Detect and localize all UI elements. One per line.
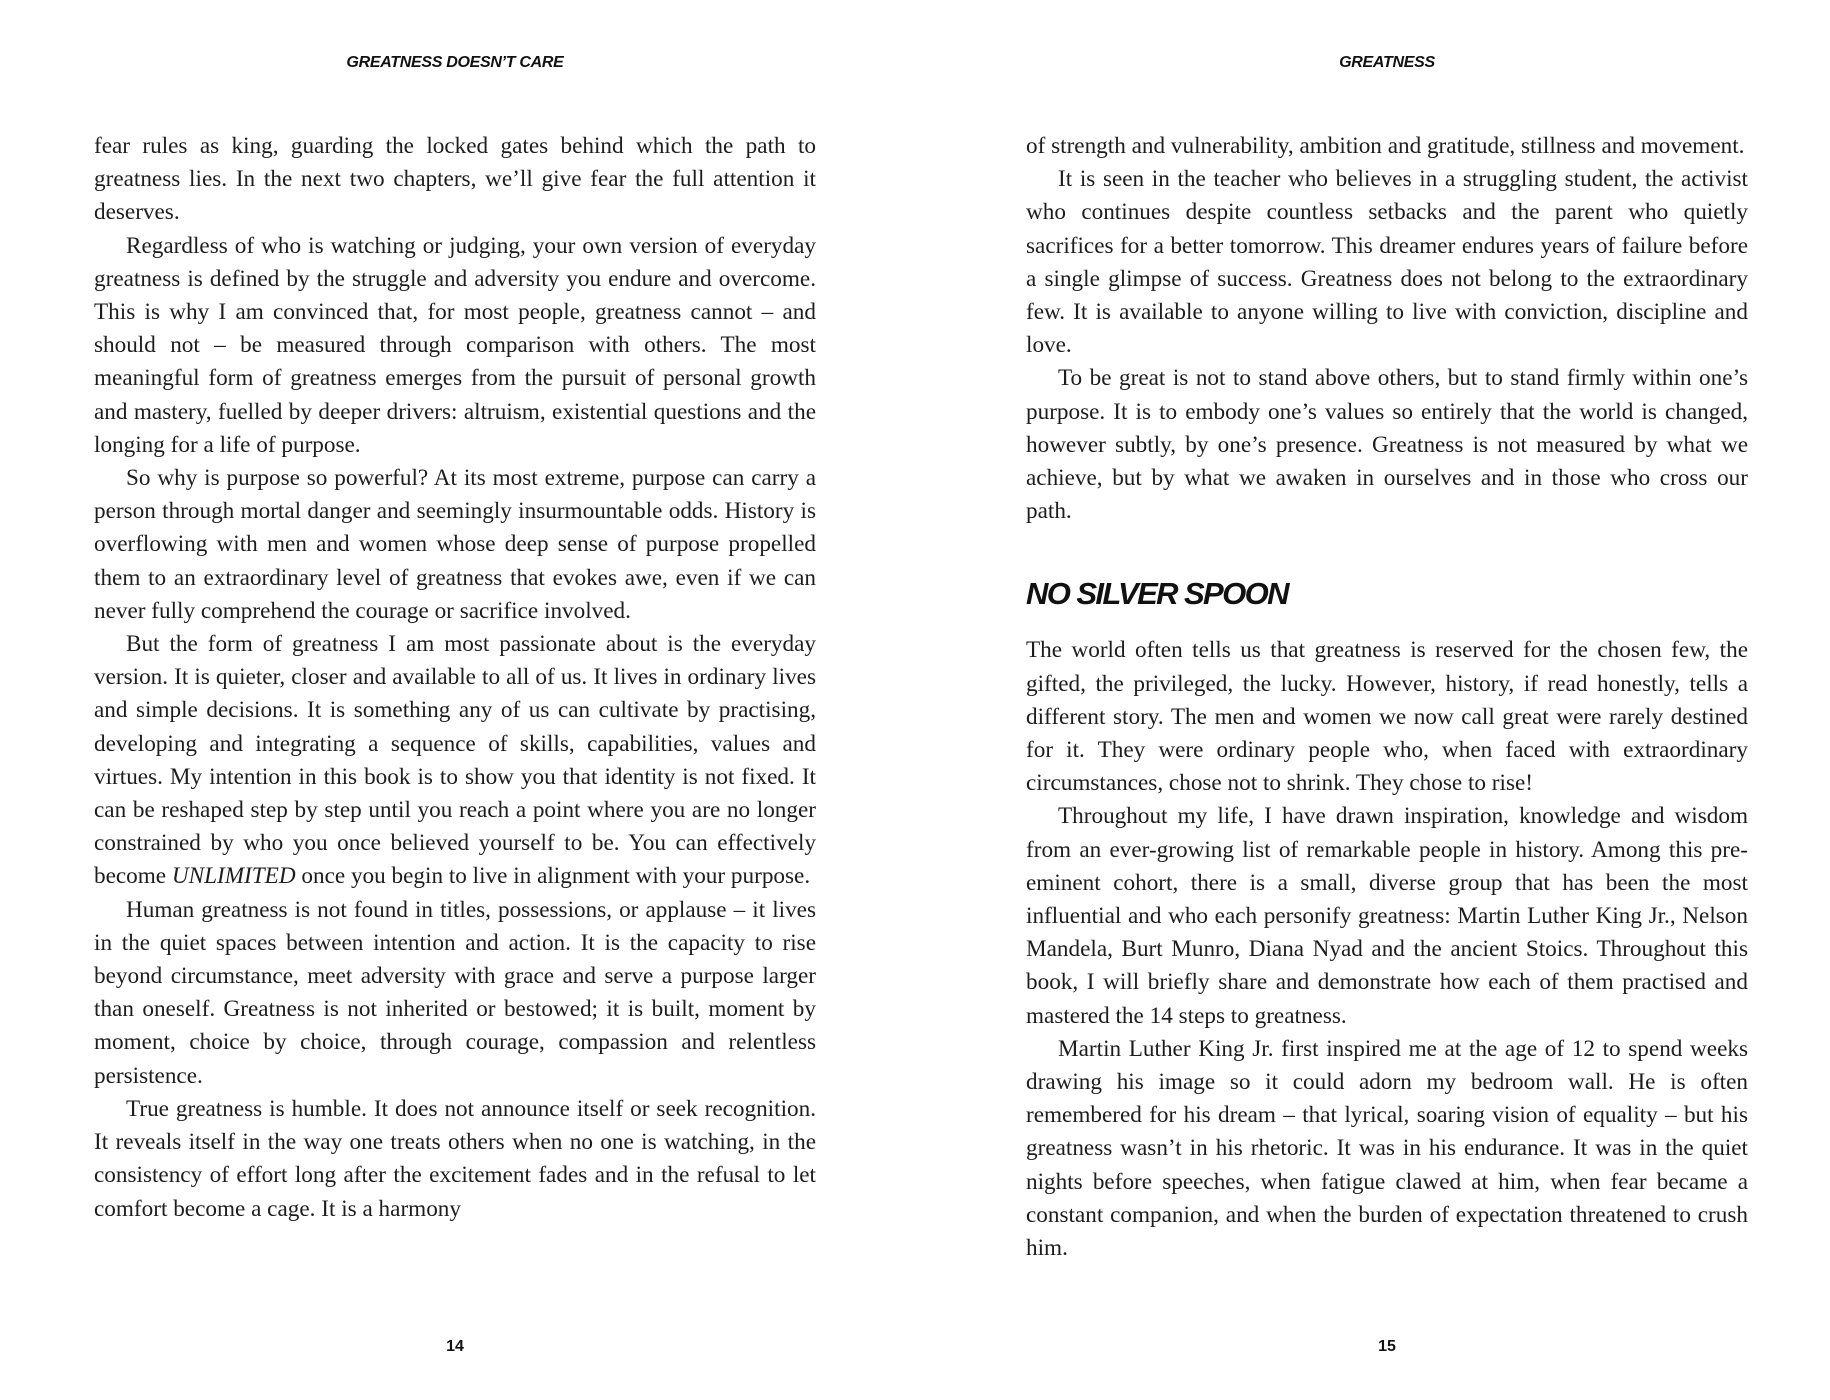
running-head-right: GREATNESS [1339, 54, 1435, 71]
paragraph: So why is purpose so powerful? At its most extreme, purpose can carry a person through mortal danger and seemingly insurmountable odds. History is overflowing with men and women whose deep sense of purpose propelled them to an extraordinary level of greatness that evokes awe, even if we can never fully comprehend the courage or sacrifice involved. [94, 465, 816, 624]
right-page [1026, 0, 1748, 1400]
page-number-left: 14 [446, 1338, 464, 1355]
paragraph: To be great is not to stand above others, but to stand firmly within one’s purpose. It is to embody one’s values so entirely that the world is changed, however subtly, by one’s presence. Greatness is not measured by what we achieve, but by what we awaken in ourselves and in those who cross our path. [1026, 365, 1748, 525]
paragraph-text: But the form of greatness I am most passionate about is the everyday version. It is quieter, closer and available to all of us. It lives in ordinary lives and simple decisions. It is something any of us can cultivate by practising, developing and integrating a sequence of skills, capabilities, values and virtues. My intention in this book is to show you that identity is not fixed. It can be reshaped step by step until you reach a point where you are no longer constrained by who you once believed yourself to be. You can effectively become [94, 631, 816, 890]
paragraph: The world often tells us that greatness is reserved for the chosen few, the gifted, the privileged, the lucky. However, history, if read honestly, tells a different story. The men and women we now call great were rarely destined for it. They were ordinary people who, when faced with extraordinary circumstances, chose not to shrink. They chose to rise! [1026, 637, 1748, 797]
paragraph: True greatness is humble. It does not announce itself or seek recognition. It reveals itself in the way one treats others when no one is watching, in the consistency of effort long after the excitement fades and in the refusal to let comfort become a cage. It is a harmony [94, 1095, 816, 1222]
left-page-body [94, 130, 816, 1226]
paragraph: of strength and vulnerability, ambition and gratitude, stillness and movement. [1026, 133, 1745, 159]
page-number-right: 15 [1378, 1338, 1396, 1355]
paragraph: It is seen in the teacher who believes in a struggling student, the activist who continues despite countless setbacks and the parent who quietly sacrifices for a better tomorrow. This dreamer endures years of failure before a single glimpse of success. Greatness does not belong to the extraordinary few. It is available to anyone willing to live with conviction, discipline and love. [1026, 166, 1748, 359]
running-head-left: GREATNESS DOESN’T CARE [346, 54, 564, 71]
paragraph-text: once you begin to live in alignment with your purpose. [295, 863, 811, 890]
paragraph: Human greatness is not found in titles, possessions, or applause – it lives in the quiet spaces between intention and action. It is the capacity to rise beyond circumstance, meet adversity with grace and serve a purpose larger than oneself. Greatness is not inherited or bestowed; it is built, moment by moment, choice by choice, through courage, compassion and relentless persistence. [94, 896, 816, 1089]
section-heading: NO SILVER SPOON [1026, 576, 1288, 612]
emphasis-text: UNLIMITED [171, 863, 296, 890]
right-page-body [1026, 130, 1748, 1265]
paragraph [94, 628, 816, 894]
paragraph: Throughout my life, I have drawn inspiration, knowledge and wisdom from an ever-growing list of remarkable people in history. Among this pre-eminent cohort, there is a small, diverse group that has been the most influential and who each personify greatness: Martin Luther King Jr., Nelson Mandela, Burt Munro, Diana Nyad and the ancient Stoics. Throughout this book, I will briefly share and demonstrate how each of them practised and mastered the 14 steps to greatness. [1026, 803, 1748, 1029]
paragraph: Martin Luther King Jr. first inspired me at the age of 12 to spend weeks drawing his image so it could adorn my bedroom wall. He is often remembered for his dream – that lyrical, soaring vision of equality – but his greatness wasn’t in his rhetoric. It was in his endurance. It was in the quiet nights before speeches, when fatigue clawed at him, when fear became a constant companion, and when the burden of expectation threatened to crush him. [1026, 1035, 1748, 1262]
left-page [94, 0, 816, 1400]
paragraph: Regardless of who is watching or judging, your own version of everyday greatness is defined by the struggle and adversity you endure and overcome. This is why I am convinced that, for most people, greatness cannot – and should not – be measured through comparison with others. The most meaningful form of greatness emerges from the pursuit of personal growth and mastery, fuelled by deeper drivers: altruism, existential questions and the longing for a life of purpose. [94, 232, 816, 458]
paragraph: fear rules as king, guarding the locked gates behind which the path to greatness lies. In the next two chapters, we’ll give fear the full attention it deserves. [94, 133, 816, 226]
